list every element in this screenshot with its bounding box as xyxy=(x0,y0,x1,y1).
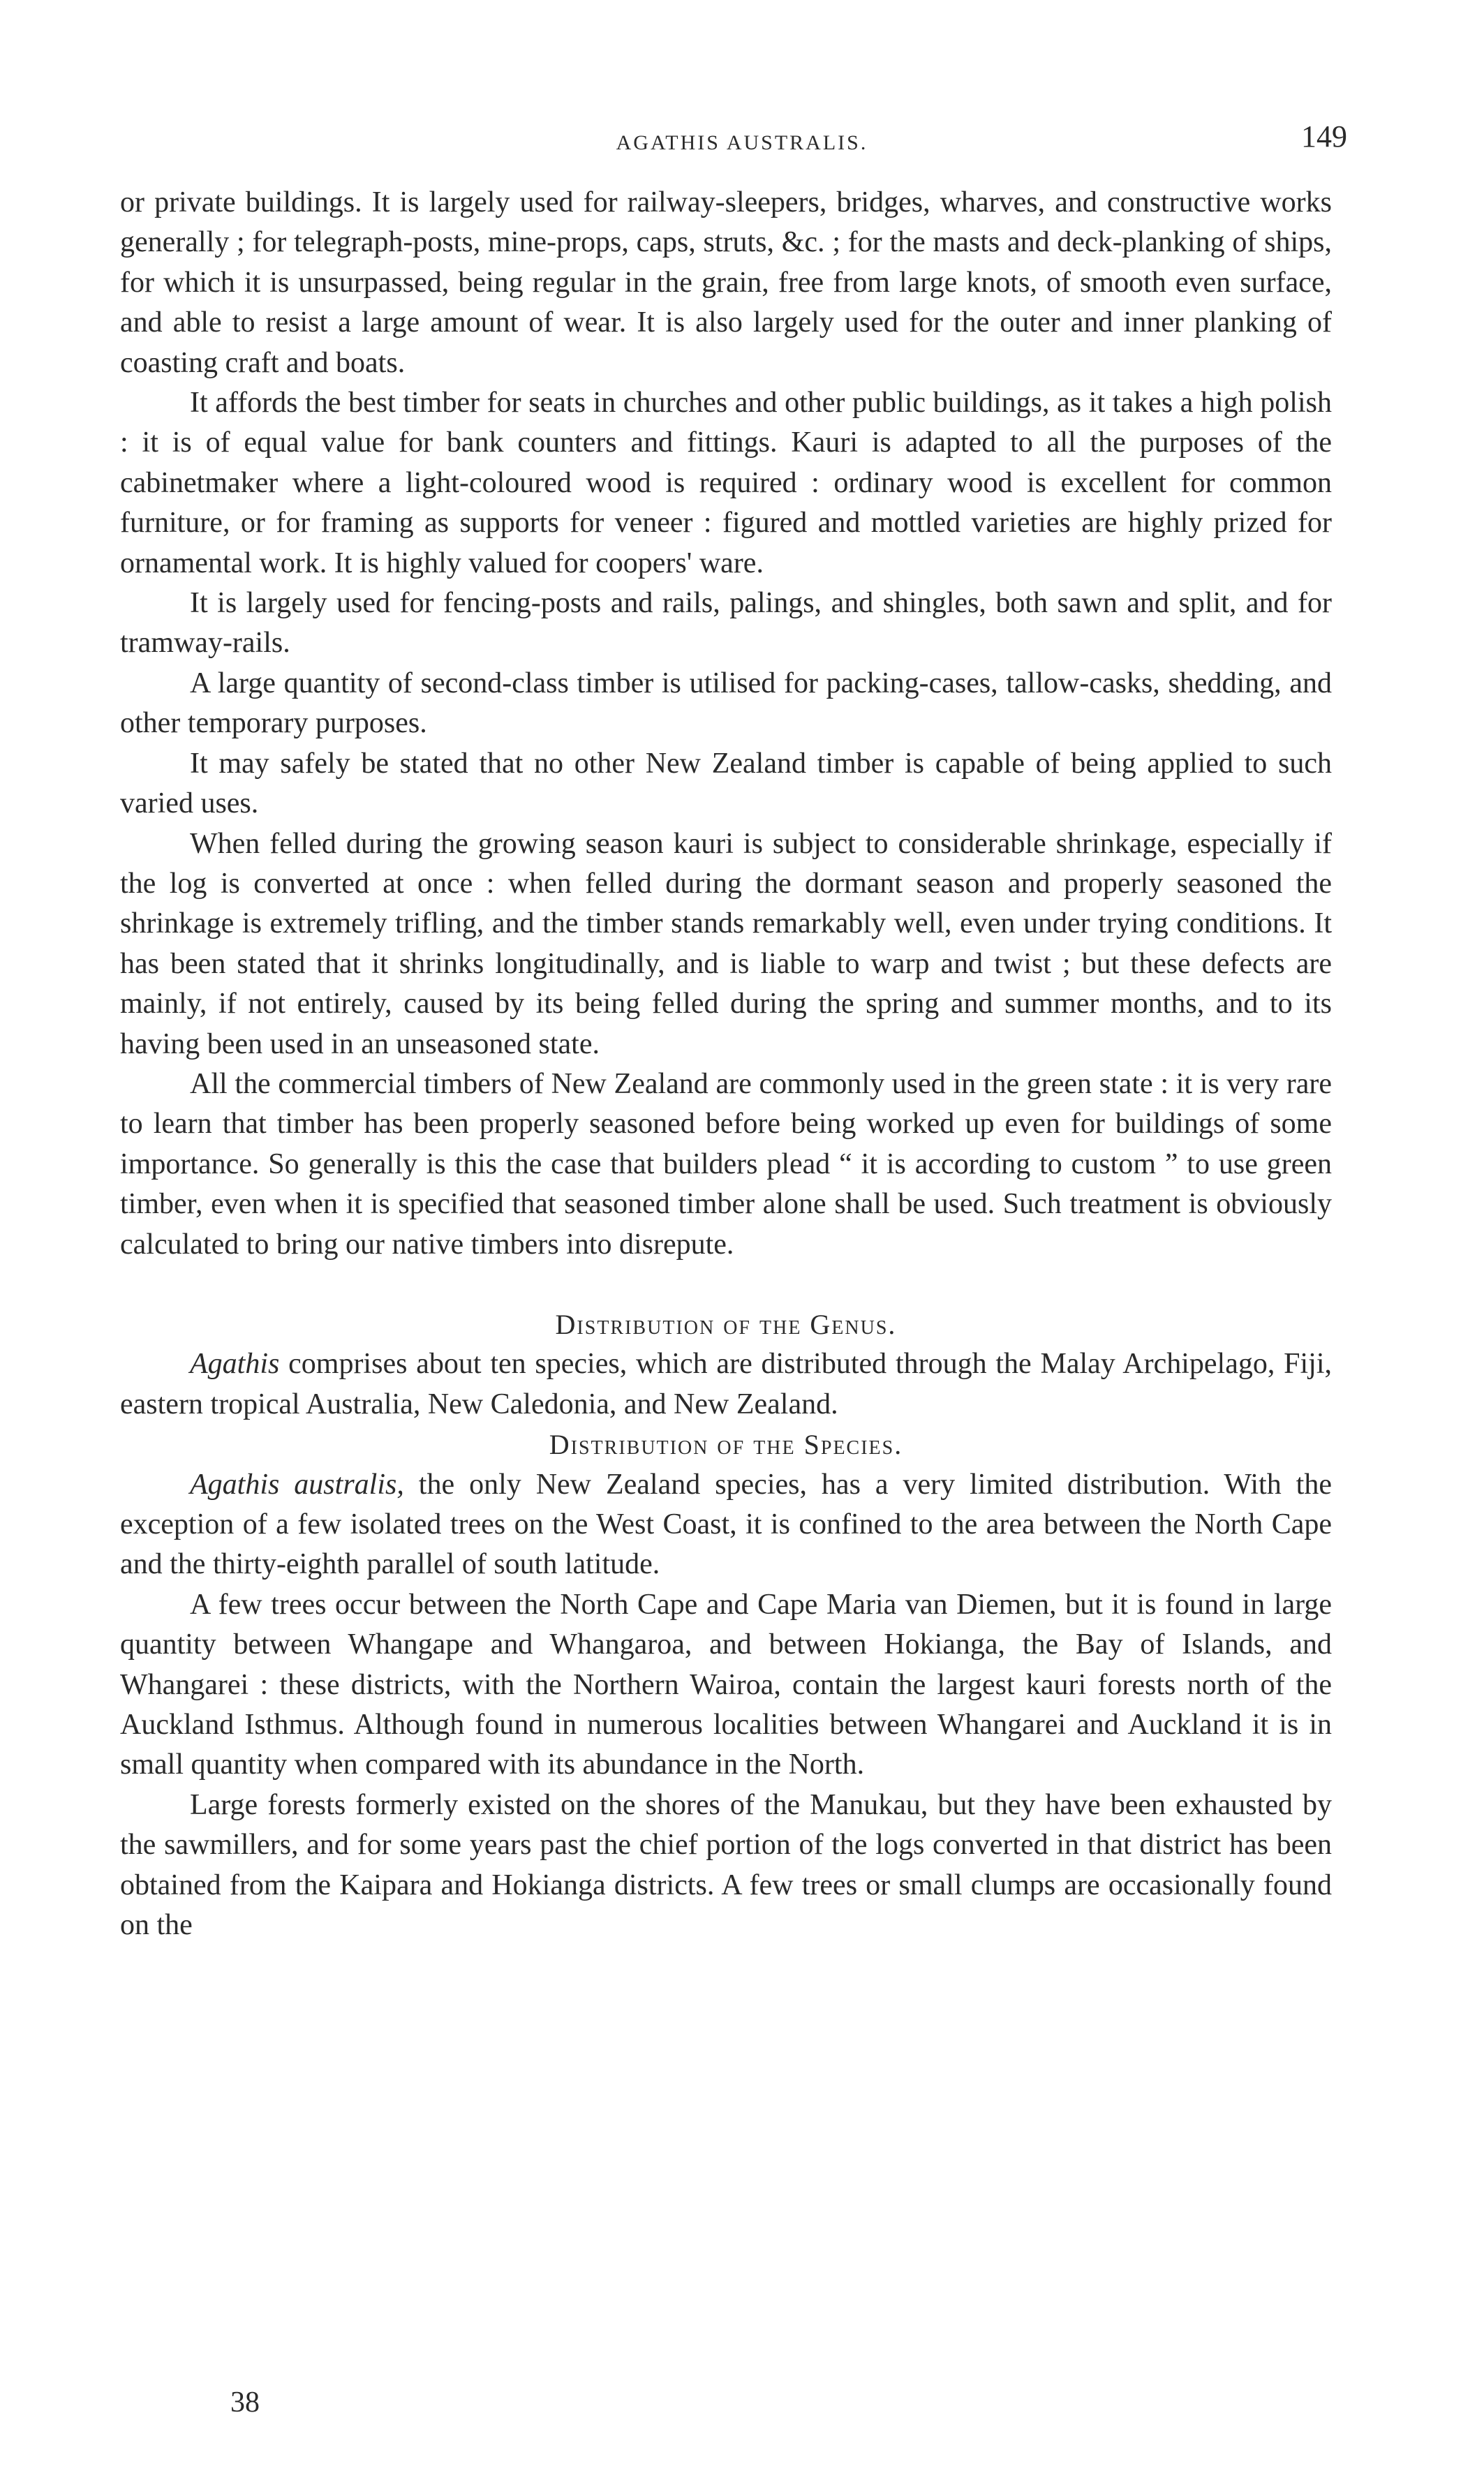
paragraph: Large forests formerly existed on the shores of the Manukau, but they have been exhausted by the sawmillers, and for some years past the chief portion of the logs converted in that district has been obtained from the Kaipara and Hokianga districts. A few trees or small clumps are occasionally found on the xyxy=(120,1788,1332,1942)
paragraph: It is largely used for fencing-posts and rails, palings, and shingles, both sawn and split, and for tramway-rails. xyxy=(120,587,1332,660)
paragraph: It may safely be stated that no other New Zealand timber is capable of being applied to such varied uses. xyxy=(120,747,1332,820)
paragraph: All the commercial timbers of New Zealand are commonly used in the green state : it is very rare to learn that timber has been properly seasoned before being worked up even for buildings of some importance. So generally is this the case that builders plead “ it is according to custom ” to use green timber, even when it is specified that seasoned timber alone shall be used. Such treatment is obviously calculated to bring our native timbers into disrepute. xyxy=(120,1067,1332,1261)
paragraph: A large quantity of second-class timber is utilised for packing-cases, tallow-casks, shedding, and other temporary purposes. xyxy=(120,667,1332,740)
paragraph: It affords the best timber for seats in churches and other public buildings, as it takes a high polish : it is of equal value for bank counters and fittings. Kauri is adapted to all the purposes of the cabinetmaker where a light-coloured wood is required : ordinary wood is excellent for common furniture, or for framing as supports for veneer : figured and mottled varieties are highly prized for ornamental work. It is highly valued for coopers' ware. xyxy=(120,387,1332,579)
running-title: AGATHIS AUSTRALIS. xyxy=(616,131,868,154)
section-heading-species: Distribution of the Species. xyxy=(549,1429,903,1461)
italic-genus-name: Agathis xyxy=(190,1348,280,1381)
paragraph-species-text: the only New Zealand species, has a very limited distribution. With the exception of a few isolated trees on the West Coast, it is confined to the area between the North Cape and the thirty-eighth parallel of south latitude. xyxy=(120,1468,1332,1581)
section-heading-genus: Distribution of the Genus. xyxy=(555,1308,897,1340)
paragraph-genus-text: comprises about ten species, which are distributed through the Malay Archipelago, Fiji, eastern tropical Australia, New Caledonia, and New Zealand. xyxy=(120,1348,1332,1420)
paragraph-genus xyxy=(120,1344,1332,1425)
page-number: 149 xyxy=(1301,119,1347,154)
body-text xyxy=(120,183,1332,1945)
paragraph: or private buildings. It is largely used for railway-sleepers, bridges, wharves, and constructive works generally ; for telegraph-posts, mine-props, caps, struts, &c. ; for the masts and deck-planking of ships, for which it is unsurpassed, being regular in the grain, free from large knots, of smooth even surface, and able to resist a large amount of wear. It is also largely used for the outer and inner planking of coasting craft and boats. xyxy=(120,186,1332,379)
italic-species-name: Agathis australis, xyxy=(190,1468,404,1501)
paragraph: When felled during the growing season kauri is subject to considerable shrinkage, especially if the log is converted at once : when felled during the dormant season and properly seasoned the shrinkage is extremely trifling, and the timber stands remarkably well, even under trying conditions. It has been stated that it shrinks longitudinally, and is liable to warp and twist ; but these defects are mainly, if not entirely, caused by its being felled during the spring and summer months, and to its having been used in an unseasoned state. xyxy=(120,827,1332,1060)
signature-mark: 38 xyxy=(230,2386,260,2419)
paragraph: A few trees occur between the North Cape and Cape Maria van Diemen, but it is found in large quantity between Whangape and Whangaroa, and between Hokianga, the Bay of Islands, and Whangarei : these districts, with the Northern Wairoa, contain the largest kauri forests north of the Auckland Isthmus. Although found in numerous localities between Whangarei and Auckland it is in small quantity when compared with its abundance in the North. xyxy=(120,1588,1332,1781)
running-header xyxy=(0,119,1484,161)
paragraph-species xyxy=(120,1465,1332,1585)
